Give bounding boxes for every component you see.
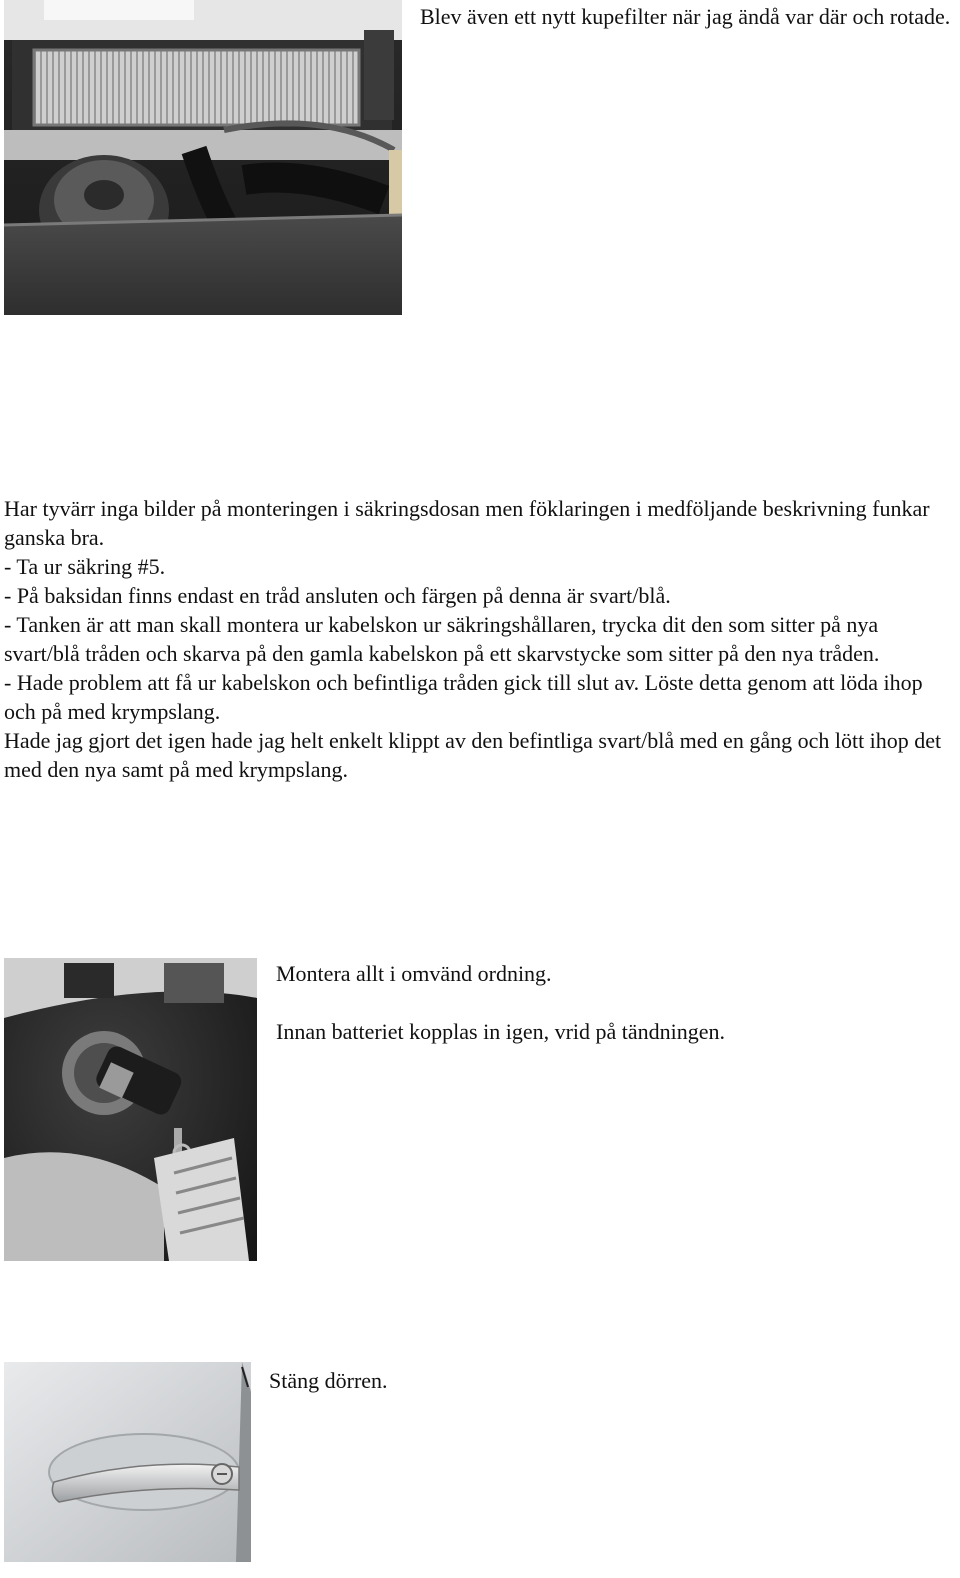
fusebox-step-problem: - Hade problem att få ur kabelskon och befintliga tråden gick till slut av. Löste detta genom att löda ihop och på med krympslang.: [4, 670, 923, 724]
fusebox-step-advice: Hade jag gjort det igen hade jag helt enkelt klippt av den befintliga svart/blå med en gång och lött ihop det med den nya samt på med krympslang.: [4, 728, 942, 782]
reassemble-instruction: Montera allt i omvänd ordning.: [276, 961, 552, 986]
ignition-key-photo: [4, 958, 257, 1261]
ignition-caption: [276, 959, 946, 1046]
door-handle-photo: [4, 1362, 251, 1562]
fusebox-step-remove-fuse: - Ta ur säkring #5.: [4, 554, 166, 579]
cabin-filter-caption: [420, 2, 956, 31]
fusebox-instructions: [4, 494, 956, 784]
ignition-key-image: [4, 958, 257, 1261]
close-door-instruction: Stäng dörren.: [269, 1368, 388, 1393]
cabin-filter-image: [4, 0, 402, 315]
door-caption: [269, 1366, 869, 1395]
door-handle-image: [4, 1362, 251, 1562]
ignition-instruction: Innan batteriet kopplas in igen, vrid på tändningen.: [276, 1019, 726, 1044]
fusebox-intro-line: Har tyvärr inga bilder på monteringen i säkringsdosan men föklaringen i medföljande beskrivning funkar ganska bra.: [4, 496, 930, 550]
fusebox-step-connector: - Tanken är att man skall montera ur kabelskon ur säkringshållaren, trycka dit den som sitter på nya svart/blå tråden och skarva på den gamla kabelskon på ett skarvstycke som sitter på den nya tråden.: [4, 612, 880, 666]
cabin-filter-caption-text: Blev även ett nytt kupefilter när jag ändå var där och rotade.: [420, 4, 951, 29]
cabin-filter-photo: [4, 0, 402, 315]
fusebox-step-wire-color: - På baksidan finns endast en tråd ansluten och färgen på denna är svart/blå.: [4, 583, 671, 608]
